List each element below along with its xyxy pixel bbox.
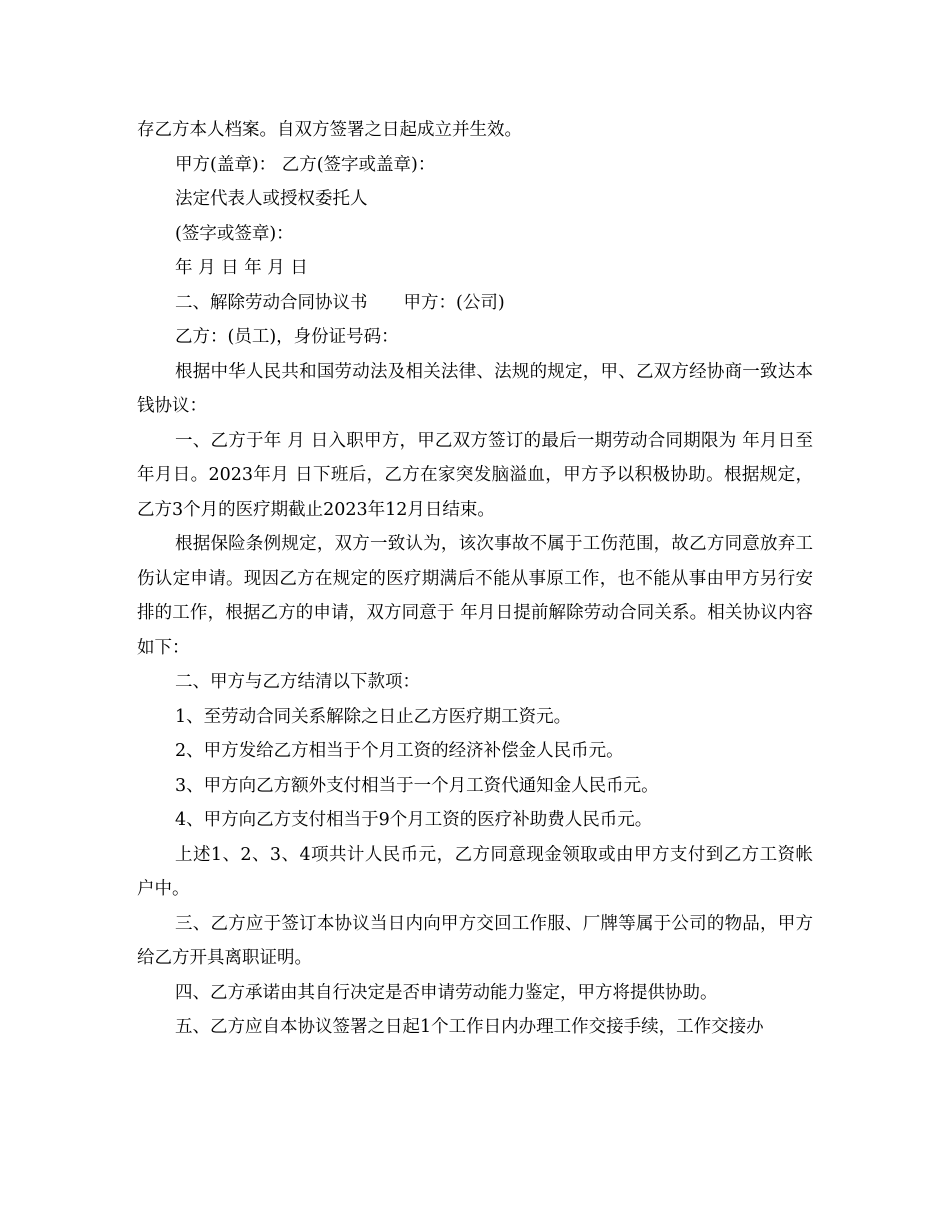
paragraph-legal-basis: 根据中华人民共和国劳动法及相关法律、法规的规定，甲、乙双方经协商一致达本钱协议： xyxy=(137,361,813,416)
agreement-title: 二、解除劳动合同协议书 xyxy=(175,292,368,313)
paragraph-continuation: 存乙方本人档案。自双方签署之日起成立并生效。 xyxy=(137,120,522,140)
paragraph-item-1: 1、至劳动合同关系解除之日止乙方医疗期工资元。 xyxy=(175,706,572,727)
paragraph-insurance: 根据保险条例规定，双方一致认为，该次事故不属于工伤范围，故乙方同意放弃工伤认定申请。现因乙方在规定的医疗期满后不能从事原工作，也不能从事由甲方另行安排的工作，根据乙方的申请，双方同意于 年月日提前解除劳动合同关系。相关协议内容如下： xyxy=(137,534,813,658)
document-body xyxy=(137,113,813,1045)
paragraph-signature-parties: 甲方(盖章)： 乙方(签字或盖章)： xyxy=(175,154,436,175)
party-a-label: 甲方：(公司) xyxy=(403,292,505,313)
paragraph-item-2: 2、甲方发给乙方相当于个月工资的经济补偿金人民币元。 xyxy=(175,741,624,761)
paragraph-party-b: 乙方：(员工)，身份证号码： xyxy=(175,327,399,347)
paragraph-clause-3: 三、乙方应于签订本协议当日内向甲方交回工作服、厂牌等属于公司的物品，甲方给乙方开具离职证明。 xyxy=(137,913,813,968)
paragraph-clause-2: 二、甲方与乙方结清以下款项： xyxy=(175,672,420,692)
paragraph-clause-1: 一、乙方于年 月 日入职甲方，甲乙双方签订的最后一期劳动合同期限为 年月日至 年月日。2023年月 日下班后，乙方在家突发脑溢血，甲方予以积极协助。根据规定，乙方3个月的医疗期截止2023年12月日结束。 xyxy=(137,430,813,520)
paragraph-agreement-heading xyxy=(137,286,813,321)
paragraph-date-line: 年 月 日 年 月 日 xyxy=(175,258,308,278)
paragraph-total: 上述1、2、3、4项共计人民币元，乙方同意现金领取或由甲方支付到乙方工资帐户中。 xyxy=(137,844,813,899)
paragraph-item-4: 4、甲方向乙方支付相当于9个月工资的医疗补助费人民币元。 xyxy=(175,810,653,830)
paragraph-clause-4: 四、乙方承诺由其自行决定是否申请劳动能力鉴定，甲方将提供协助。 xyxy=(175,982,718,1003)
paragraph-legal-representative: 法定代表人或授权委托人 xyxy=(175,189,368,209)
paragraph-clause-5: 五、乙方应自本协议签署之日起1个工作日内办理工作交接手续，工作交接办 xyxy=(175,1017,764,1037)
paragraph-item-3: 3、甲方向乙方额外支付相当于一个月工资代通知金人民币元。 xyxy=(175,775,659,796)
paragraph-sign-or-seal: (签字或签章)： xyxy=(175,223,294,244)
